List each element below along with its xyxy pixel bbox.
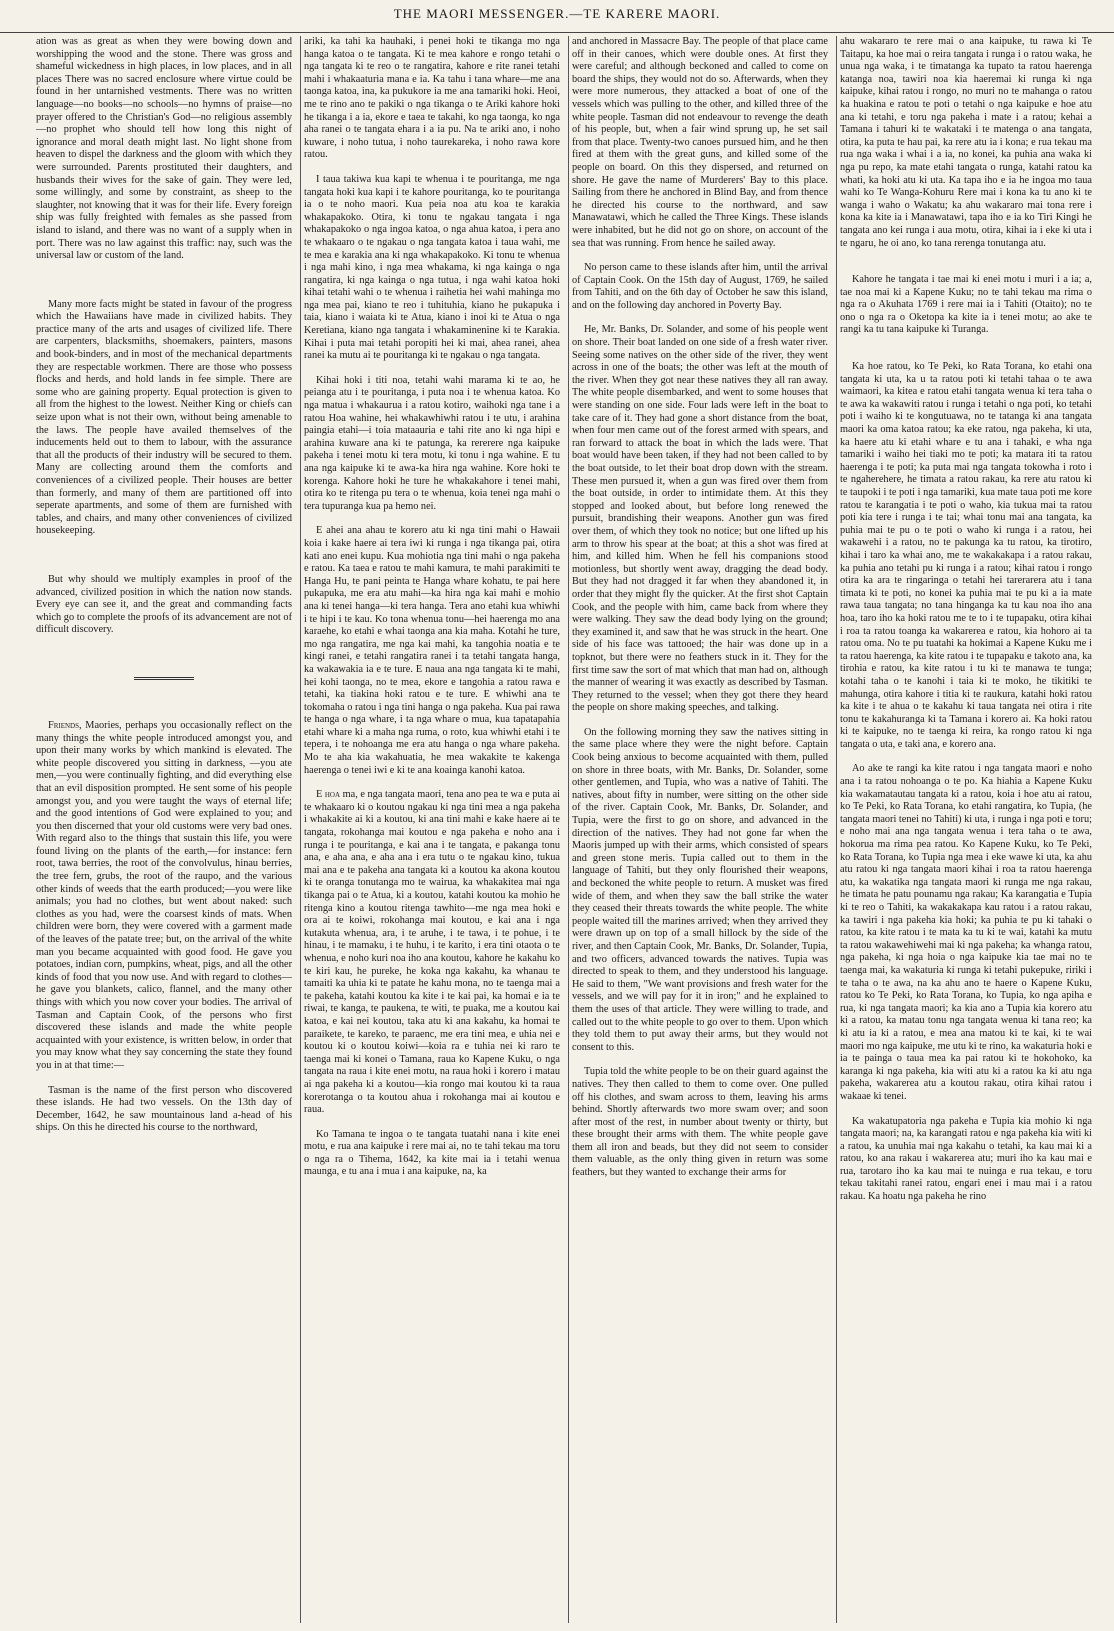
paragraph: Ka wakatupatoria nga pakeha e Tupia kia mohio ki nga tangata maori; na, ka karangati ratou e nga pakeha kia witi ki a ratou, ka unuhia mai nga kakahu o tetahi, ka kau mai ki a ratou, ko ana rakau i wakarerea atu; muri iho ka kau mai e rua, tarotaro iho ka kau mai te nuinga e rua tekau, e toru tekau takitahi ranei ratou, engari enei i mau mai i a ratou rakau. Ka hoatu nga pakeha he rino	[840, 1115, 1092, 1203]
paragraph: E ahei ana ahau te korero atu ki nga tini mahi o Hawaii koia i kake haere ai tera iwi ki runga i nga tikanga pai, otira kati ano enei kupu. Kua mohiotia nga tini mahi o nga pakeha e ratou. Ka taea e ratou te mahi kamura, te mahi parakimiti te Hanga Hu, te pani peinta te Hanga whare kohatu, te pai here pukapuka, me era atu mahi—ka hira nga kai mahi e mohio ana ki tenei hanga—ki tera hanga. Tera ano etahi kua whiwhi i te hipi i te kau. Ko tona whenua tonu—hei haerenga mo ana karaehe, ko etahi e whai taonga ana kia maha. Kotahi he ture, mo nga rangatira, me nga kai mahi, ka tangohia noatia e te kingi ranei, e tetahi rangatira ranei i ta tetahi tangata hanga, ka wakawakia ia e te ture. E naua ana nga tangata ki te mahi, hei kohi taonga, no te mea, ekore e tangohia a ratou rawa e tetahi, ka tiakina hoki ratou e te ture. E whiwhi ana te tokomaha o ratou i nga tini hanga o nga pakeha. Kua pai rawa te hanga o nga whare, i ta nga whare o mua, kua tapatapahia etahi whare ki a maha nga ruma, o roto, kua whiwhi etahi i te tepera, i te nohoanga me era atu hanga o nga whare pakeha. Mo te aha kia wakahuatia, he mea wakakite te kakenga haerenga o tenei iwi e ki te ana koainga kanohi katoa.	[304, 525, 560, 776]
paragraph-text: ma, e nga tangata maori, tena ano pea te wa e puta ai te whakaaro ki o koutou ngakau ki nga tini mea a nga pakeha i whakakite ai ki a koutou, ki ana tini mahi e kake haere ai te tangata, rokohanga mai koutou e nga pakeha e noho ana i runga i te pouritanga, e kai ana i te tangata, e pakanga tonu ana, e aha ana, e aha ana i era tutu o te ngakau kino, tukua mai ana e te pakeha ana tangata ki a koutou ka akona koutou ki te oranga tonutanga mo te wairua, ka whakakitea mai nga tikanga pai o te Atua, ki a koutou, katahi koutou ka mohio he ritenga kino a koutou ritenga tawhito—me nga mea hoki e ora ai te koiwi, rokohanga mai koutou, e kai ana i nga kutakuta whenua, ara, i te aruhe, i te tawa, i te pohue, i te hinau, i te mamaku, i te huhu, i te karito, i era tini otaota o te whenua, e noho kuri noa iho ana koutou, kahore he kakahu ko te kiri kau, he pureke, he koka nga kakahu, ka whanau te tamaiti ka uhia ki te patate he kahu mona, no te taenga mai a te pakeha, katahi koutou ka kite i te kai pai, ka homai e ia te riwai, te kanga, te paukena, te witi, te puaka, me a koutou kai katoa, e kai nei koutou, taka atu ki ana kakahu, ka homai te paraikete, te kareko, te paraenc, me era tini mea, e uhia nei e koutou ki o koutou koiwi—koia ra e tuhia nei ki raro te taenga mai ki konei o Tamana, raua ko Kapene Kuku, o nga tangata na raua i kite enei motu, na raua hoki i korero i matau ai nga pakeha ki a koutou—kia rongo mai koutou ki ta raua korerotanga o ta koutou ahua i rokohanga mai ai koutou e raua.	[304, 789, 560, 1116]
section-divider	[134, 677, 194, 680]
masthead: THE MAORI MESSENGER.—TE KARERE MAORI.	[0, 6, 1114, 33]
paragraph: ahu wakararo te rere mai o ana kaipuke, tu rawa ki Te Taitapu, ka hoe mai o reira tangata i runga i o ratou waka, he unua nga waka, i te timatanga ka tupato ta ratou haerenga katanga noa, tawiri noa kia haeremai ki runga ki nga kaipuke, kihai ratou i rongo, no muri no te mahanga o ratou ka huakina e ratou te poti o tetahi o nga kaipuke e hoe atu ana ki tetahi, e toru nga pakeha i mate i a ratou; kehai a Tamana i tahuri ki te wakataki i te matenga o ana tangata, otira, ka puta te hau pai, ka rere atu ia i kona; e rua tekau ma rua nga waka i whai i a ia, no konei, ka puhia ana waka ki nga pu repo, ka mate etahi tangata o runga, katahi ratou ka whati, ka hoki atu ki uta. Ka tapa iho e ia he ingoa mo taua wahi ko Te Wanga-Kohuru Rere mai i kona ka tu ano ki te wanga i waho o Wakatu; ka ahu wakararo mai tona rere i kona ka kite ia i Manawatawi, tapa iho e ia ko Tiri Kingi he tangata ano kei runga i aua motu, otira, kihai ia i eke ki uta i te ngaru, he oi ano, ko tana rerenga tonutanga atu.	[840, 36, 1092, 249]
paragraph: Many more facts might be stated in favour of the progress which the Hawaiians have made in civilized habits. They practice many of the arts and usages of civilized life. There are carpenters, blacksmiths, shoemakers, painters, masons and book-binders, and in most of the mechanical departments they are respectable workmen. There are those who possess flocks and herds, and hold lands in fee simple. There are some who are gaining property. Equal protection is given to all from the highest to the lowest. Neither King or chiefs can seize upon what is not their own, without being amenable to the laws. The people have availed themselves of the inducements held out to them to labour, with the assurance that all the products of their industry will be secured to them. Many are collecting around them the comforts and conveniences of a civilized people. Their houses are better than formerly, and many of them are partitioned off into seperate apartments, and some of them are furnished with tables, and chairs, and many other conveniences of civilized housekeeping.	[36, 298, 292, 537]
paragraph: Ka hoe ratou, ko Te Peki, ko Rata Torana, ko etahi ona tangata ki uta, ka u ta ratou poti ki tetahi tahaa o te awa waimaori, ka kitea e ratou etahi tangata wenua ki tera taha o te awa ka wakawiti ratou i runga i tetahi o nga poti, ko tetahi poti i waiho ki te kongutuawa, no te tatanga ki ana tangata maori ka oma katoa ratou; ka eke ratou, nga pakeha, ki uta, ka haere atu ki etahi whare e tu ana i tahaki, e wha nga tamariki i waiho hei tiaki mo te poti; ka matara iti ta ratou haerenga i te poti; ka puta mai nga tangata tokowha i roto i te ngaherehere, he timata a ratou rakau, ka rere atu ratou ki te taupoki i te poti i nga tamariki, kua mate taua poti me kore ratou te karangatia i te poti o waho, kia tukua mai ta ratou poti kia tere i runga i te tai; whai tonu mai ana tangata, ka puhia mai te pu o te poti o waho ki runga i a ratou, hei wakawehi i a ratou, no te pakunga ka tu ratou, ka tirotiro, kihai i taro ka whai ano, me te wakakakapa i a ratou rakau, ka puhia ano tetahi pu ki runga i a ratou; kihai ratou i rongo otira ka ara te ringaringa o tetahi hei tarerarera atu i tana timata ki te poti, no konei ka puhia mai te pu ki a ia mate rawa taua tangata; no tana hinganga ka tu kau noa iho ana hoa, taro iho ka hoki ratou me te to i te tupapaku, otira kihai i roa ta ratou toanga ka wakarerea e ratou, kia hohoro ai ta ratou oma. No te pu tuatahi ka hokimai a Kapene Kuku me i ta ratou haerenga, ka kite ratou i te tupapaku e takoto ana, ka tirohia e ratou, ka kite ratou i tu ki te manawa te tunga; kotahi taha o te kanohi i taia ki te moko, he tikitiki te mahunga, otira kahore i titia ki te raukura, katahi hoki ratou ka kite i te ahua o te kakahu ki taua tangata nei otira i rite tonu te kakahuranga ki ta Tamana i korero ai. Ka hoki ratou ki te kaipuke, no te taenga ki reira, ka rongo ratou ki nga tangata o uta, e taki ana, e korero ana.	[840, 361, 1092, 750]
paragraph: Ko Tamana te ingoa o te tangata tuatahi nana i kite enei motu, e rua ana kaipuke i rere mai ai, no te tahi tekau ma toru o nga ra o Tihema, 1642, ka kite mai ia i tetahi wenua maunga, e tu ana i mua i ana kaipuke, na, ka	[304, 1128, 560, 1178]
paragraph: Ao ake te rangi ka kite ratou i nga tangata maori e noho ana i ta ratou nohoanga o te po. Ka hiahia a Kapene Kuku kia wakamatautau tangata ki a ratou, koia i hoe atu ai ratou, ko Te Peki, ko Rata Torana, ko etahi rangatira, ko Tupia, (he tangata maori tenei no Tahiti) ki uta, i runga i nga poti e toru; e noho mai ana nga tangata wenua i tera taha o te awa, hokorua ma rima pea ratou. Ko Kapene Kuku, ko Te Peki, ko Rata Torana, ko Tupia nga mea i eke wawe ki uta, ka ahu atu ratou ki nga tangata maori kihai i roa ta ratou haerenga atu, ka wakatika nga tangata maori ki runga me nga rakau, he timata he patu pounamu nga rakau; Ka karangatia e Tupia ki te reo o Tahiti, ka wakakakapa kau ratou i a ratou rakau, ka tawiri i nga pakeha kia hoki; ka puhia te pu ki tahaki o ratou, ka kite ratou i te mata ka tu ki te wai, katahi ka mutu ta ratou wakawehiwehi mai ki nga pakeha; ka whanga ratou, nga pakeha, ki nga hoia o nga kaipuke kia tae mai no te taenga mai, ka wakaturia ki runga ki tetahi pukepuke, ririki i te taha o te awa, na ka ahu ano te haere o Kapene Kuku, ratou ko Te Peki, ko Rata Torana, ko Tupia, ko nga apiha e rua, ki nga tangata maori; ka kia ano a Tupia kia korero atu ki a ratou, ka matau tonu nga tangata wenua ki tana reo; ka ki atu ia ki a ratou, e mea ana matou ki te kai, ki te wai maori mo nga kaipuke, me utu ki te rino, ka wakaturia hoki e ia te painga o taua mea ka pai ratou ki te hokohoko, ka karanga ki nga pakeha, kia witi atu ki a ratou ka ki atu nga pakeha, wakarerea atu a koutou rakau, otira kihai ratou i wakaae ki tenei.	[840, 763, 1092, 1102]
column-rule	[568, 36, 569, 1623]
column-3-english	[572, 36, 828, 1623]
paragraph: Kihai hoki i titi noa, tetahi wahi marama ki te ao, he peianga atu i te pouritanga, i puta noa i te whenua katoa. Ko nga matua i whakaurua i a ratou kotiro, waihoki nga tane i a ratou Hoa wahine, hei whakawhiwhi ratou i te utu, i arahina paingia etahi—i toia mataauria e tahi rite ano ki nga hipi e arahina kuware ana ki te patunga, ka rererere nga kaipuke pakeha i tenei motu ki tera motu, ki tonu i nga wahine. E tu ana nga kaipuke ki te awa-ka hira nga wahine. Kore hoki te korenga. Kahore hoki he ture he whakakahore i tenei mahi, otira ko te ritenga pu tera o te whenua, koia tenei nga mahi o tera tupuranga kua pa hemo nei.	[304, 374, 560, 512]
column-rule	[836, 36, 837, 1623]
paragraph	[36, 720, 292, 1073]
column-rule	[300, 36, 301, 1623]
paragraph: But why should we multiply examples in proof of the advanced, civilized position in which the nation now stands. Every eye can see it, and the great and commanding facts which go to complete the proofs of its advancement are not of difficult discovery.	[36, 573, 292, 636]
paragraph: I taua takiwa kua kapi te whenua i te pouritanga, me nga tangata hoki kua kapi i te kahore pouritanga, ko te pouritanga ia o te noho maori. Kua peia noa atu koa te karakia whakapakoko. Otira, ki tonu te ngakau tangata i nga whakapakoko o nga ingoa katoa, o nga ahua katoa, i pera ano te whakaaro o te ngakau o nga tangata katoa i taua wahi, me te mea e karakia ana ki nga whakapakoko. Ki tonu te whenua i nga mahi kino, i nga mea whakama, ki nga kainga o nga rangatira, ki nga kainga o nga tutua, i nga wahi katoa hoki kihai tetahi wahi o te whenua i raihetia hei wahi mahinga mo nga mea pai, kiano te reo i tuhituhia, kiano he pukapuka i taia, kiano i waiata ki te Atua, kiano i inoi ki te Atua o nga Keretiana, kiano nga tangata i whakaminenine ki te Karakia. Kihai i puta mai tetahi poropiti hei ki mai, ahea ranei, ahea ranei ka mutu ai te pouritanga ki te ngakau o nga tangata.	[304, 173, 560, 362]
columns	[36, 36, 1094, 1623]
paragraph: ariki, ka tahi ka hauhaki, i penei hoki te tikanga mo nga hanga katoa o te tangata. Ki te mea kahore e rongo tetahi o nga tangata ki te reo o te rangatira, kahore e rite ranei tetahi mahi i whakaaturia mana e ia. Ka tahu i tana whare—me ana taonga katoa, ina, ka pukukore ia me ana tamariki hoki. Heoi, me te rino ano te pakiki o nga tikanga o te Ariki kahore hoki he tikanga i a ia, ekore e taea te takahi, ko nga taonga, ko nga aha ranei o te tangata ehara i a ia pu. Na te ariki ano, i noho kuware, i noho tutua, i noho taurekareka, i noho rawa kore ratou.	[304, 36, 560, 161]
column-2-maori	[304, 36, 560, 1623]
paragraph-text: , Maories, perhaps you occasionally reflect on the many things the white people introduced amongst you, and upon their many works by which mankind is elevated. The white people discovered you sitting in darkness, —you ate men,—you were continually fighting, and did everything else that an evil disposition prompted. He sent some of his people amongst you, and you were taught the ways of eternal life; and the good intentions of God were explained to you; and you then discerned that your old customs were very bad ones. With regard also to the things that sustain this life, you were found living on the plants of the earth,—for instance: fern root, tawa berries, the root of the convolvulus, hinau berries, the tree fern, grubs, the root of the raupo, and the various other kinds of weeds that the earth produced;—you were like animals; you had no clothes, but went about naked: such clothes as you had, were the coarsest kinds of mats. When children were born, they were covered with a garment made of the leaves of the patate tree; but, on the arrival of the white man you became acquainted with good food. He gave you potatoes, indian corn, pumpkins, wheat, pigs, and all the other kinds of food that you now use. And with regard to clothes—he gave you blankets, calico, flannel, and the many other things with which you now cover your bodies. The arrival of Tasman and Captain Cook, of the persons who first discovered these islands and made the white people acquainted with your existence, is written below, in order that you may know what they say concerning the state they found you in at that time:—	[36, 719, 292, 1071]
paragraph: He, Mr. Banks, Dr. Solander, and some of his people went on shore. Their boat landed on one side of a fresh water river. Seeing some natives on the other side of the river, they went across in one of the boats; the other was left at the mouth of the river. When they got near these natives they all ran away. The white people disembarked, and went to some houses that were standing on one side. Four lads were left in the boat to take care of it. They had gone a short distance from the boat, when four men came out of the forest armed with spears, and ran forward to attack the boat in which the lads were. That boat would have been taken, if they had not been called to by the boat outside, to let their boat drop down with the stream. These men pursued it, when a gun was fired over them from the boat outside, in order to intimidate them. At this they stopped and looked about, but before long renewed the pursuit, brandishing their weapons. Another gun was fired over them, of which they took no notice; but one lifted up his arm to throw his spear at the boat; at this a shot was fired at him, and killed him. When he fell his companions stood motionless, but shortly went away, dragging the dead body. But they had not dragged it far when they abandoned it, in order that they might fly the quicker. At the first shot Captain Cook, and the people with him, came back from where they were walking. They saw the dead body lying on the ground; they examined it, and saw that he was struck in the heart. One side of his face was tattooed; the hair was done up in a topknot, but there were no feathers stuck in it. They for the first time saw the sort of mat which that man had on, although the manner of wearing it was exactly as described by Tasman. They returned to the vessel; when they got there they heard the people on shore making speeches, and talking.	[572, 324, 828, 714]
paragraph: No person came to these islands after him, until the arrival of Captain Cook. On the 15th day of August, 1769, he sailed from Tahiti, and on the 6th day of October he saw this island, and on the following day anchored in Poverty Bay.	[572, 262, 828, 311]
paragraph: Tupia told the white people to be on their guard against the natives. They then called to them to come over. One pulled off his clothes, and swam across to them, leaving his arms behind. Shortly afterwards two more swam over; and soon after most of the rest, in number about twenty or thirty, but these brought their arms with them. The white people gave them all iron and beads, but they did not seem to consider them valuable, as the only thing given in return was some feathers, but they wanted to exchange their arms for	[572, 1066, 828, 1179]
lead-word: Friends	[48, 719, 80, 731]
paragraph: ation was as great as when they were bowing down and worshipping the wood and the stone. There was gross and shameful wickedness in high places, in low places, and in all places There was no sacred enclosure where virtue could be found in her untarnished vestments. There was no written language—no books—no schools—no hymns of praise—no prayer offered to the Christian's God—no religious assembly—no prophet who should tell how long this night of ignorance and moral death might last. No light shone from heaven to dispel the darkness and the gloom with which they were surrounded. Parents prostituted their daughters, and husbands their wives for the sake of gain. They were led, some willingly, and some by constraint, as sheep to the slaughter, not knowing that it was for their life. Every foreign ship was fully freighted with females as she passed from island to island, and there was no want of a supply when in port. There was no law against this traffic: nay, such was the universal law or custom of the land.	[36, 36, 292, 262]
paragraph: On the following morning they saw the natives sitting in the same place where they were the night before. Captain Cook being anxious to become acquainted with them, pulled on shore in three boats, with Mr. Banks, Dr. Solander, some other gentlemen, and Tupia, who was a native of Tahiti. The natives, about fifty in number, were sitting on the other side of the river. Captain Cook, Mr. Banks, Dr. Solander, and Tupia, were the first to go on shore, and advanced in the direction of the natives. They had not gone far when the Maoris jumped up with their arms, which consisted of spears and green stone meris. Tupia called out to them in the language of Tahiti, but they only flourished their weapons, and beckoned the white people to return. A musket was fired wide of them, and when they saw the ball strike the water they ceased their threats towards the white people. The white people waited till the marines arrived; when they arrived they were drawn up on top of a small hillock by the side of the river, and then Captain Cook, Mr. Banks, Dr. Solander, Tupia, and two officers, advanced towards the natives. Tupia was directed to speak to them, and they understood his language. He said to them, "We want provisions and fresh water for the vessels, and we will pay for it in iron;" and he explained to them the uses of that article. They were willing to trade, and called out to the white people to go over to them. Upon which they told them to put away their arms, but they would not consent to this.	[572, 726, 828, 1053]
paragraph: Tasman is the name of the first person who discovered these islands. He had two vessels. On the 13th day of December, 1642, he saw mountainous land a-head of his ships. On this he directed his course to the northward,	[36, 1084, 292, 1134]
lead-word: E hoa	[316, 789, 341, 801]
column-4-maori	[840, 36, 1092, 1623]
paragraph: Kahore he tangata i tae mai ki enei motu i muri i a ia; a, tae noa mai ki a Kapene Kuku; no te tahi tekau ma rima o nga ra o Akuhata 1769 i rere mai ia i Tahiti (Otaito); no te ono o nga ra o Oketopa ka kite ia i tenei motu; ao ake te rangi ka tu tana kaipuke ki Turanga.	[840, 274, 1092, 336]
paragraph	[304, 789, 560, 1116]
column-1-english	[36, 36, 292, 1623]
paragraph: and anchored in Massacre Bay. The people of that place came off in their canoes, which were double ones. At first they were careful; and although beckoned and called to come on board the ships, they would not do so. Afterwards, when they were more numerous, they attacked a boat of one of the vessels which was pulling to the other, and killed three of the white people. Tasman did not endeavour to revenge the death of his people, but, when a fair wind sprung up, he set sail from that place. Twenty-two canoes pursued him, and he then fired at them with the great guns, and killed some of the people on board. On this they dispersed, and returned on shore. He gave the name of Murderers' Bay to this place. Sailing from there he anchored in Blind Bay, and from thence he directed his course to the northward, and saw Manawatawi, which he called the Three Kings. These islands were inhabited, but he did not go on shore, on account of the sea that was running. From hence he sailed away.	[572, 36, 828, 249]
